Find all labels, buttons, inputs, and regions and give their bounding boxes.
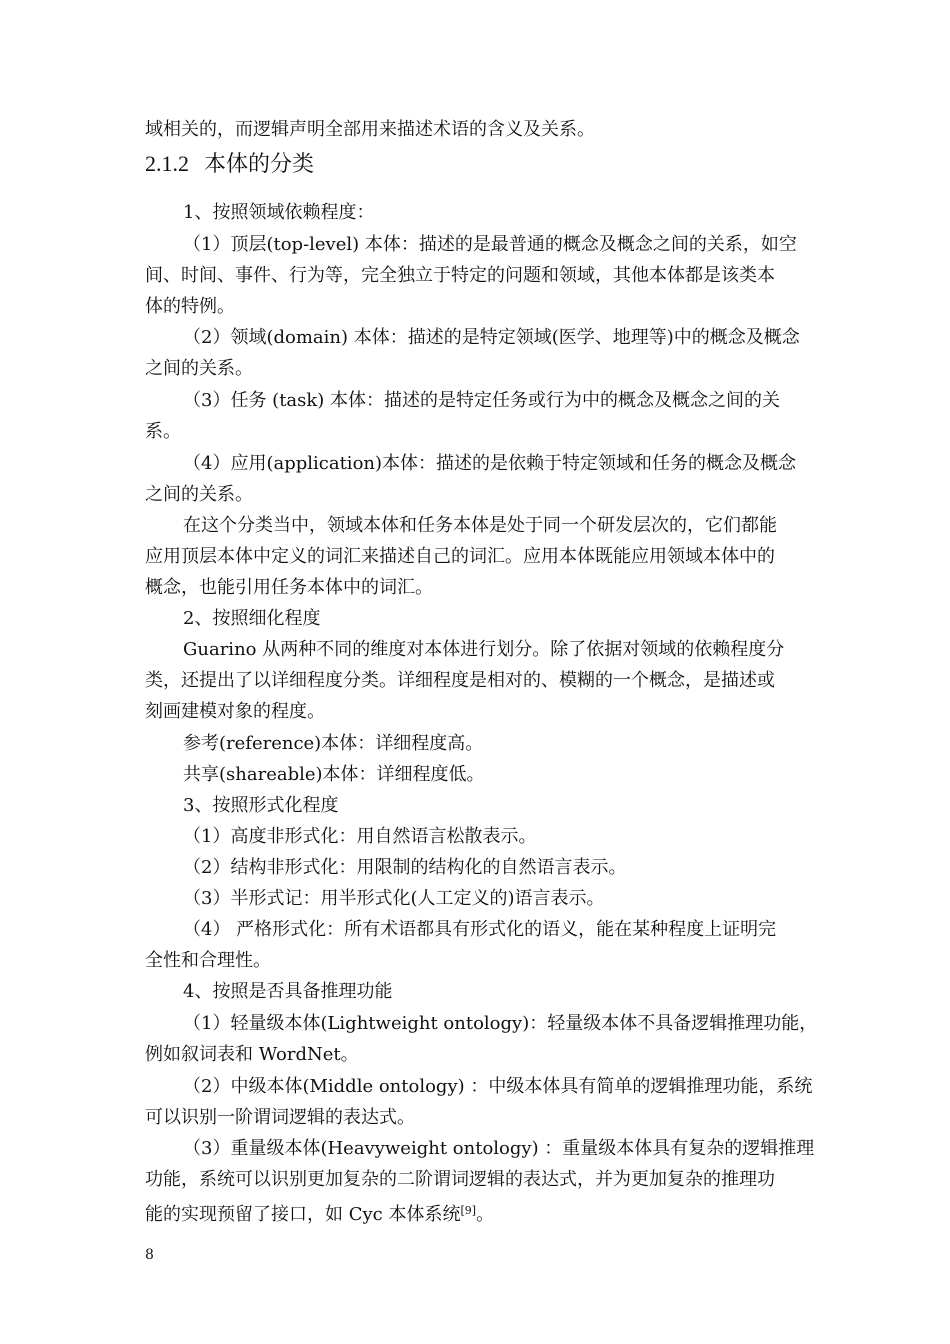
paragraph-text: 能的实现预留了接口，如 Cyc 本体系统	[145, 1204, 461, 1225]
paragraph-line: 域相关的，而逻辑声明全部用来描述术语的含义及关系。	[145, 119, 595, 140]
list-heading: 1、按照领域依赖程度：	[183, 202, 375, 223]
paragraph-line: 体的特例。	[145, 296, 235, 317]
paragraph-line: Guarino 从两种不同的维度对本体进行划分。除了依据对领域的依赖程度分	[183, 639, 785, 660]
paragraph-line: （3）半形式记：用半形式化(人工定义的)语言表示。	[183, 888, 605, 909]
paragraph-line: （1）高度非形式化：用自然语言松散表示。	[183, 826, 537, 847]
paragraph-line: （3）重量级本体(Heavyweight ontology) ：重量级本体具有复杂的逻辑推理	[183, 1138, 815, 1159]
paragraph-line: 间、时间、事件、行为等，完全独立于特定的问题和领域，其他本体都是该类本	[145, 265, 775, 286]
paragraph-text: 。	[476, 1204, 495, 1225]
section-heading	[145, 150, 314, 179]
paragraph-line: 之间的关系。	[145, 484, 253, 505]
list-heading: 3、按照形式化程度	[183, 795, 339, 816]
citation-reference: [9]	[460, 1204, 477, 1217]
list-heading: 2、按照细化程度	[183, 608, 321, 629]
paragraph-line: 类，还提出了以详细程度分类。详细程度是相对的、模糊的一个概念，是描述或	[145, 670, 775, 691]
paragraph-line: 可以识别一阶谓词逻辑的表达式。	[145, 1107, 415, 1128]
paragraph-line: 系。	[145, 421, 181, 442]
paragraph-line: 功能，系统可以识别更加复杂的二阶谓词逻辑的表达式，并为更加复杂的推理功	[145, 1169, 775, 1190]
paragraph-line: 例如叙词表和 WordNet。	[145, 1044, 359, 1065]
paragraph-line: 刻画建模对象的程度。	[145, 701, 325, 722]
paragraph-line: 概念，也能引用任务本体中的词汇。	[145, 577, 433, 598]
paragraph-line: 应用顶层本体中定义的词汇来描述自己的词汇。应用本体既能应用领域本体中的	[145, 546, 775, 567]
paragraph-line: 共享(shareable)本体：详细程度低。	[183, 764, 485, 785]
paragraph-line: （2）领域(domain) 本体：描述的是特定领域(医学、地理等)中的概念及概念	[183, 327, 800, 348]
paragraph-line: （1）轻量级本体(Lightweight ontology)：轻量级本体不具备逻辑推理功能，	[183, 1013, 818, 1034]
paragraph-line: （2）中级本体(Middle ontology) ：中级本体具有简单的逻辑推理功能，系统	[183, 1076, 813, 1097]
section-number: 2.1.2	[145, 151, 189, 176]
paragraph-line: 参考(reference)本体：详细程度高。	[183, 733, 484, 754]
paragraph-line: （2）结构非形式化：用限制的结构化的自然语言表示。	[183, 857, 627, 878]
paragraph-line: （3）任务 (task) 本体：描述的是特定任务或行为中的概念及概念之间的关	[183, 390, 781, 411]
list-heading: 4、按照是否具备推理功能	[183, 981, 393, 1002]
section-title: 本体的分类	[204, 152, 315, 177]
paragraph-line: 之间的关系。	[145, 358, 253, 379]
paragraph-line: （4）应用(application)本体：描述的是依赖于特定领域和任务的概念及概念	[183, 453, 797, 474]
paragraph-line	[145, 1199, 494, 1227]
paragraph-line: 全性和合理性。	[145, 950, 271, 971]
page-number: 8	[145, 1247, 154, 1263]
paragraph-line: （1）顶层(top-level) 本体：描述的是最普通的概念及概念之间的关系，如空	[183, 234, 797, 255]
paragraph-line: 在这个分类当中，领域本体和任务本体是处于同一个研发层次的，它们都能	[183, 515, 777, 536]
paragraph-line: （4） 严格形式化：所有术语都具有形式化的语义，能在某种程度上证明完	[183, 919, 777, 940]
